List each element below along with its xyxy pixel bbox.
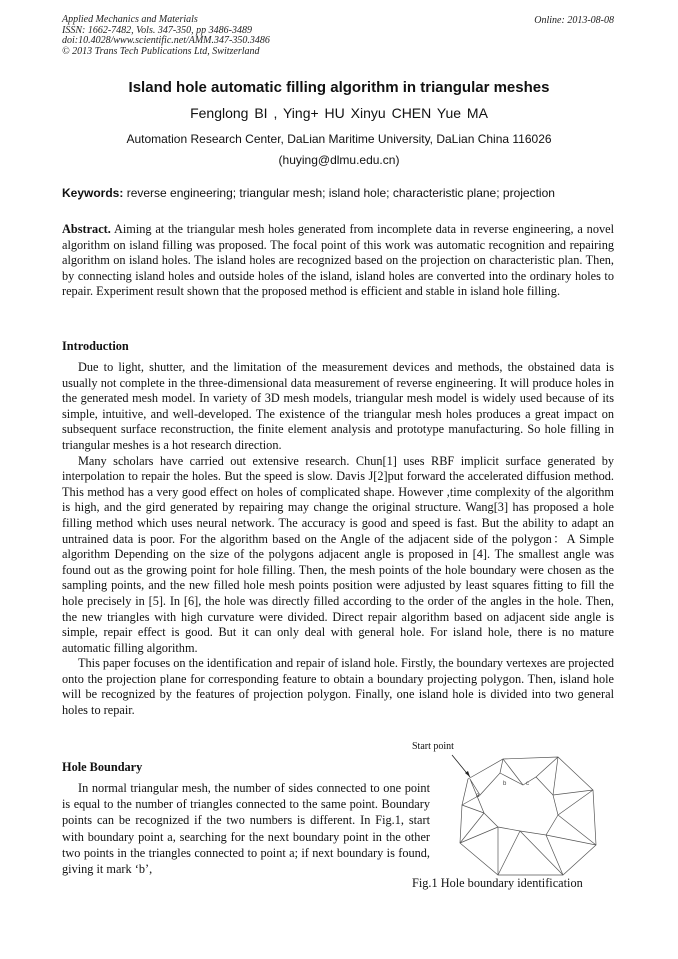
copyright-line: © 2013 Trans Tech Publications Ltd, Switzerland	[62, 45, 260, 57]
point-c-label: c	[526, 781, 529, 787]
keywords	[62, 186, 622, 200]
author-email[interactable]: (huying@dlmu.edu.cn)	[278, 153, 400, 167]
introduction-body	[62, 360, 614, 719]
point-a-label: a	[476, 793, 480, 799]
keywords-label: Keywords:	[62, 186, 124, 200]
paragraph: Due to light, shutter, and the limitation of the measurement devices and methods, the obstained data is usually not complete in the three-dimensional data measurement of reverse engineering. It will produce holes in the generated mesh model. In variety of 3D mesh models, triangular mesh model is widely used because of its simple, intuitive, and well-developed. The existence of the triangular mesh holes produces a great impact on subsequent surface reconstruction, the finite element analysis and prototype manufacturing. So hole filling in triangular meshes is a hot research direction.	[62, 360, 614, 452]
figure-caption: Fig.1 Hole boundary identification	[412, 876, 583, 890]
doi-line: doi:10.4028/www.scientific.net/AMM.347-350.3486	[62, 35, 270, 46]
journal-header	[62, 15, 270, 57]
abstract-label: Abstract.	[62, 222, 111, 236]
online-date: Online: 2013-08-08	[534, 15, 614, 26]
keywords-text: reverse engineering; triangular mesh; island hole; characteristic plane; projection	[123, 186, 555, 200]
paragraph: This paper focuses on the identification and repair of island hole. Firstly, the boundary vertexes are projected onto the projection plane for corresponding feature to obtain a boundary projecting polygon. Then, island hole will be recognized by the features of projection polygon. Finally, one island hole is divided into two general holes to repair.	[62, 656, 614, 718]
section-heading-hole-boundary: Hole Boundary	[62, 760, 143, 774]
start-point-label: Start point	[412, 741, 454, 752]
hole-boundary-body	[62, 780, 430, 877]
paragraph: Many scholars have carried out extensive research. Chun[1] uses RBF implicit surface generated by interpolation to repair the holes. But the speed is slow. Davis J[2]put forward the accelerated diffusion method. This method has a very good effect on holes of complicated shape. However ,time complexity of the algorithm is high, and the gird generated by repairing may change the original structure. Wang[3] has proposed a hole filling method which uses neural network. The accuracy is good and speed is fast. But the ability to adapt an untrained data is poor. For the algorithm based on the Angle of the adjacent side of the polygon：A Simple algorithm Depending on the size of the polygons adjacent angle is proposed in [4]. The smallest angle was found out as the growing point for hole filling. Then, the mesh points of the hole boundary were chosen as the sampling points, and the new filled hole mesh points position were adjusted by least squares fitting to fill the hole precisely in [5]. In [6], the hole was directly filled according to the order of the angles in the hole. Then, the new triangles with high curvature were divided. Direct repair algorithm based on adjacent side angle is simple, repair effect is good. But it can only deal with general hole. For island hole, there is no mature automatic filling algorithm.	[62, 453, 614, 655]
mesh-lines	[460, 757, 596, 875]
journal-name: Applied Mechanics and Materials	[62, 14, 198, 25]
issn-line: ISSN: 1662-7482, Vols. 347-350, pp 3486-3489	[62, 24, 252, 36]
paragraph: In normal triangular mesh, the number of sides connected to one point is equal to the number of triangles connected to the same point. Boundary points can be recognized if the two numbers is different. In Fig.1, start with boundary point a, searching for the next boundary point in the other two points in the triangles connected to point a; if next boundary is found, giving it mark ‘b’,	[62, 781, 430, 877]
paper-title: Island hole automatic filling algorithm in triangular meshes	[128, 79, 550, 96]
figure-hole-boundary	[408, 735, 618, 895]
point-b-label: b	[503, 781, 507, 787]
abstract	[62, 222, 614, 300]
abstract-text: Aiming at the triangular mesh holes generated from incomplete data in reverse engineering, a novel algorithm on island filling was proposed. The focal point of this work was automatic recognition and repairing algorithm on island holes. The island holes are recognized based on the projection on characteristic plan. Then, by connecting island holes and outside holes of the island, island holes are converted into the ordinary holes to repair. Experiment result shown that the proposed method is efficient and stable in island hole filling.	[62, 222, 614, 299]
section-heading-introduction: Introduction	[62, 339, 129, 353]
affiliation: Automation Research Center, DaLian Maritime University, DaLian China 116026	[126, 132, 552, 146]
author-list: Fenglong BI , Ying+ HU Xinyu CHEN Yue MA	[190, 105, 488, 121]
